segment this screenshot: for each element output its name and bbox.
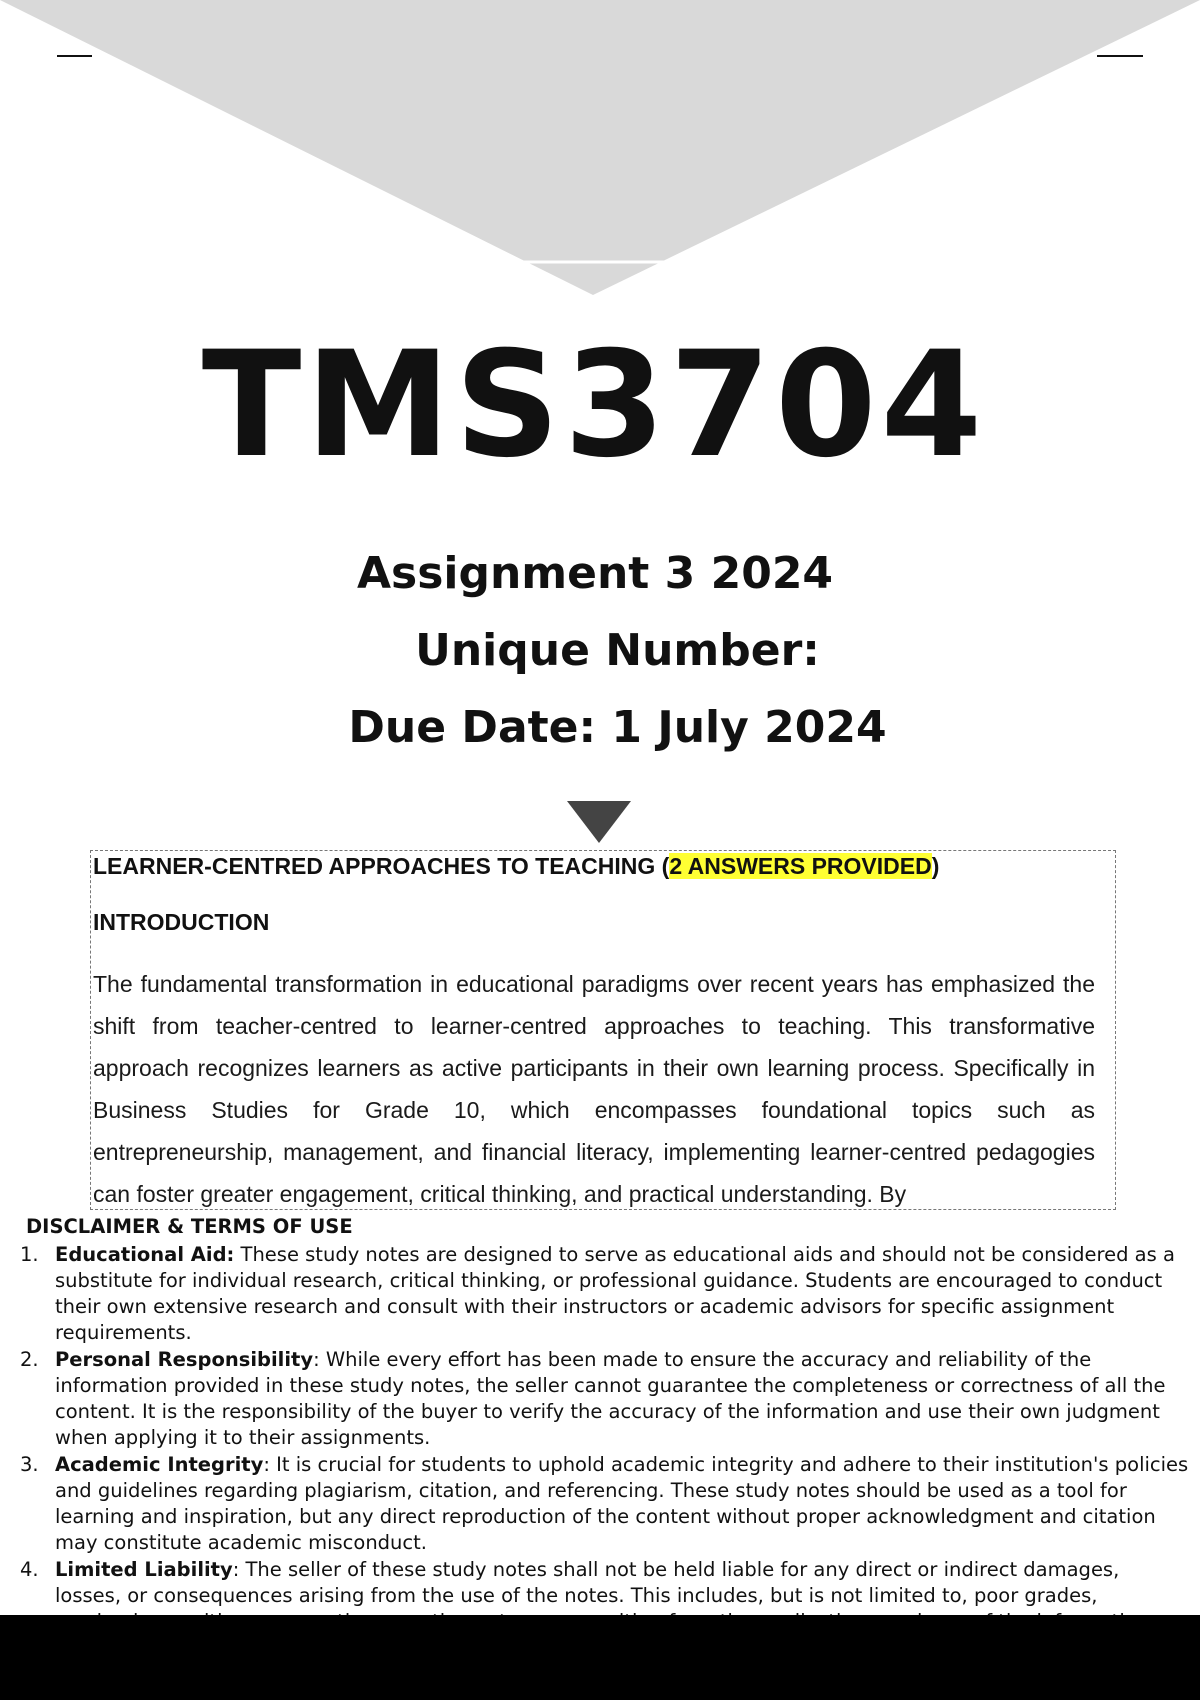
disclaimer-item-text: : While every effort has been made to ensure the accuracy and reliability of the information provided in these study notes, the seller cannot guarantee the completeness or correctness of all the content. It is the responsibility of the buyer to verify the accuracy of the information and use their own judgment when applying it to their assignments.: [55, 1348, 1166, 1449]
due-date-label: Due Date: 1 July 2024: [348, 702, 887, 753]
disclaimer-item-number: 4.: [20, 1558, 39, 1581]
preview-heading-end: ): [931, 853, 940, 879]
disclaimer-title: DISCLAIMER & TERMS OF USE: [26, 1215, 353, 1238]
unique-number-label: Unique Number:: [415, 625, 820, 676]
course-code-title: TMS3704: [201, 320, 987, 490]
disclaimer-list: [20, 1242, 1189, 1635]
corner-mark-right: [1097, 55, 1143, 57]
disclaimer-item: [20, 1242, 1189, 1346]
disclaimer-item-number: 3.: [20, 1453, 39, 1476]
disclaimer-item-term: Limited Liability: [55, 1558, 233, 1581]
preview-heading: [93, 851, 939, 881]
introduction-paragraph: The fundamental transformation in educational paradigms over recent years has emphasized the shift from teacher-centred to learner-centred approaches to teaching. This transformative approach recognizes learners as active participants in their own learning process. Specifically in Business Studies for Grade 10, which encompasses foundational topics such as entrepreneurship, management, and financial literacy, implementing learner-centred pedagogies can foster greater engagement, critical thinking, and practical understanding. By: [93, 971, 1095, 1207]
disclaimer-item-term: Educational Aid:: [55, 1243, 235, 1266]
down-arrow-icon: [567, 801, 631, 843]
disclaimer-item-text: : It is crucial for students to uphold academic integrity and adhere to their institution's policies and guidelines regarding plagiarism, citation, and referencing. These study notes should be used as a tool for learning and inspiration, but any direct reproduction of the content without proper acknowledgment and citation may constitute academic misconduct.: [55, 1453, 1189, 1554]
disclaimer-item-text: : The seller of these study notes shall not be held liable for any direct or indirect damages, losses, or consequences arising from the use of the notes. This includes, but is not limited to, poor grades,: [55, 1558, 1120, 1607]
introduction-heading: INTRODUCTION: [93, 909, 270, 935]
bottom-black-bar: [0, 1615, 1200, 1700]
disclaimer-item-term: Personal Responsibility: [55, 1348, 314, 1371]
disclaimer-item-term: Academic Integrity: [55, 1453, 264, 1476]
assignment-title: Assignment 3 2024: [356, 548, 834, 599]
preview-heading-main: LEARNER-CENTRED APPROACHES TO TEACHING (: [93, 853, 670, 879]
document-preview: [90, 850, 1116, 1210]
disclaimer-item: [20, 1347, 1189, 1451]
disclaimer-item: [20, 1452, 1189, 1556]
top-chevron-decoration: [0, 0, 1200, 300]
disclaimer-item-text: These study notes are designed to serve as educational aids and should not be considered as a substitute for individual research, critical thinking, or professional guidance. Students are encouraged to conduct their own extensive research and consult with their instructors or academic advisors for specific assignment requirements.: [55, 1243, 1175, 1344]
answers-provided-highlight: 2 ANSWERS PROVIDED: [669, 853, 932, 879]
disclaimer-item-number: 2.: [20, 1348, 39, 1371]
disclaimer-section: [20, 1214, 1189, 1636]
corner-mark-left: [57, 55, 92, 57]
disclaimer-item-number: 1.: [20, 1243, 39, 1266]
